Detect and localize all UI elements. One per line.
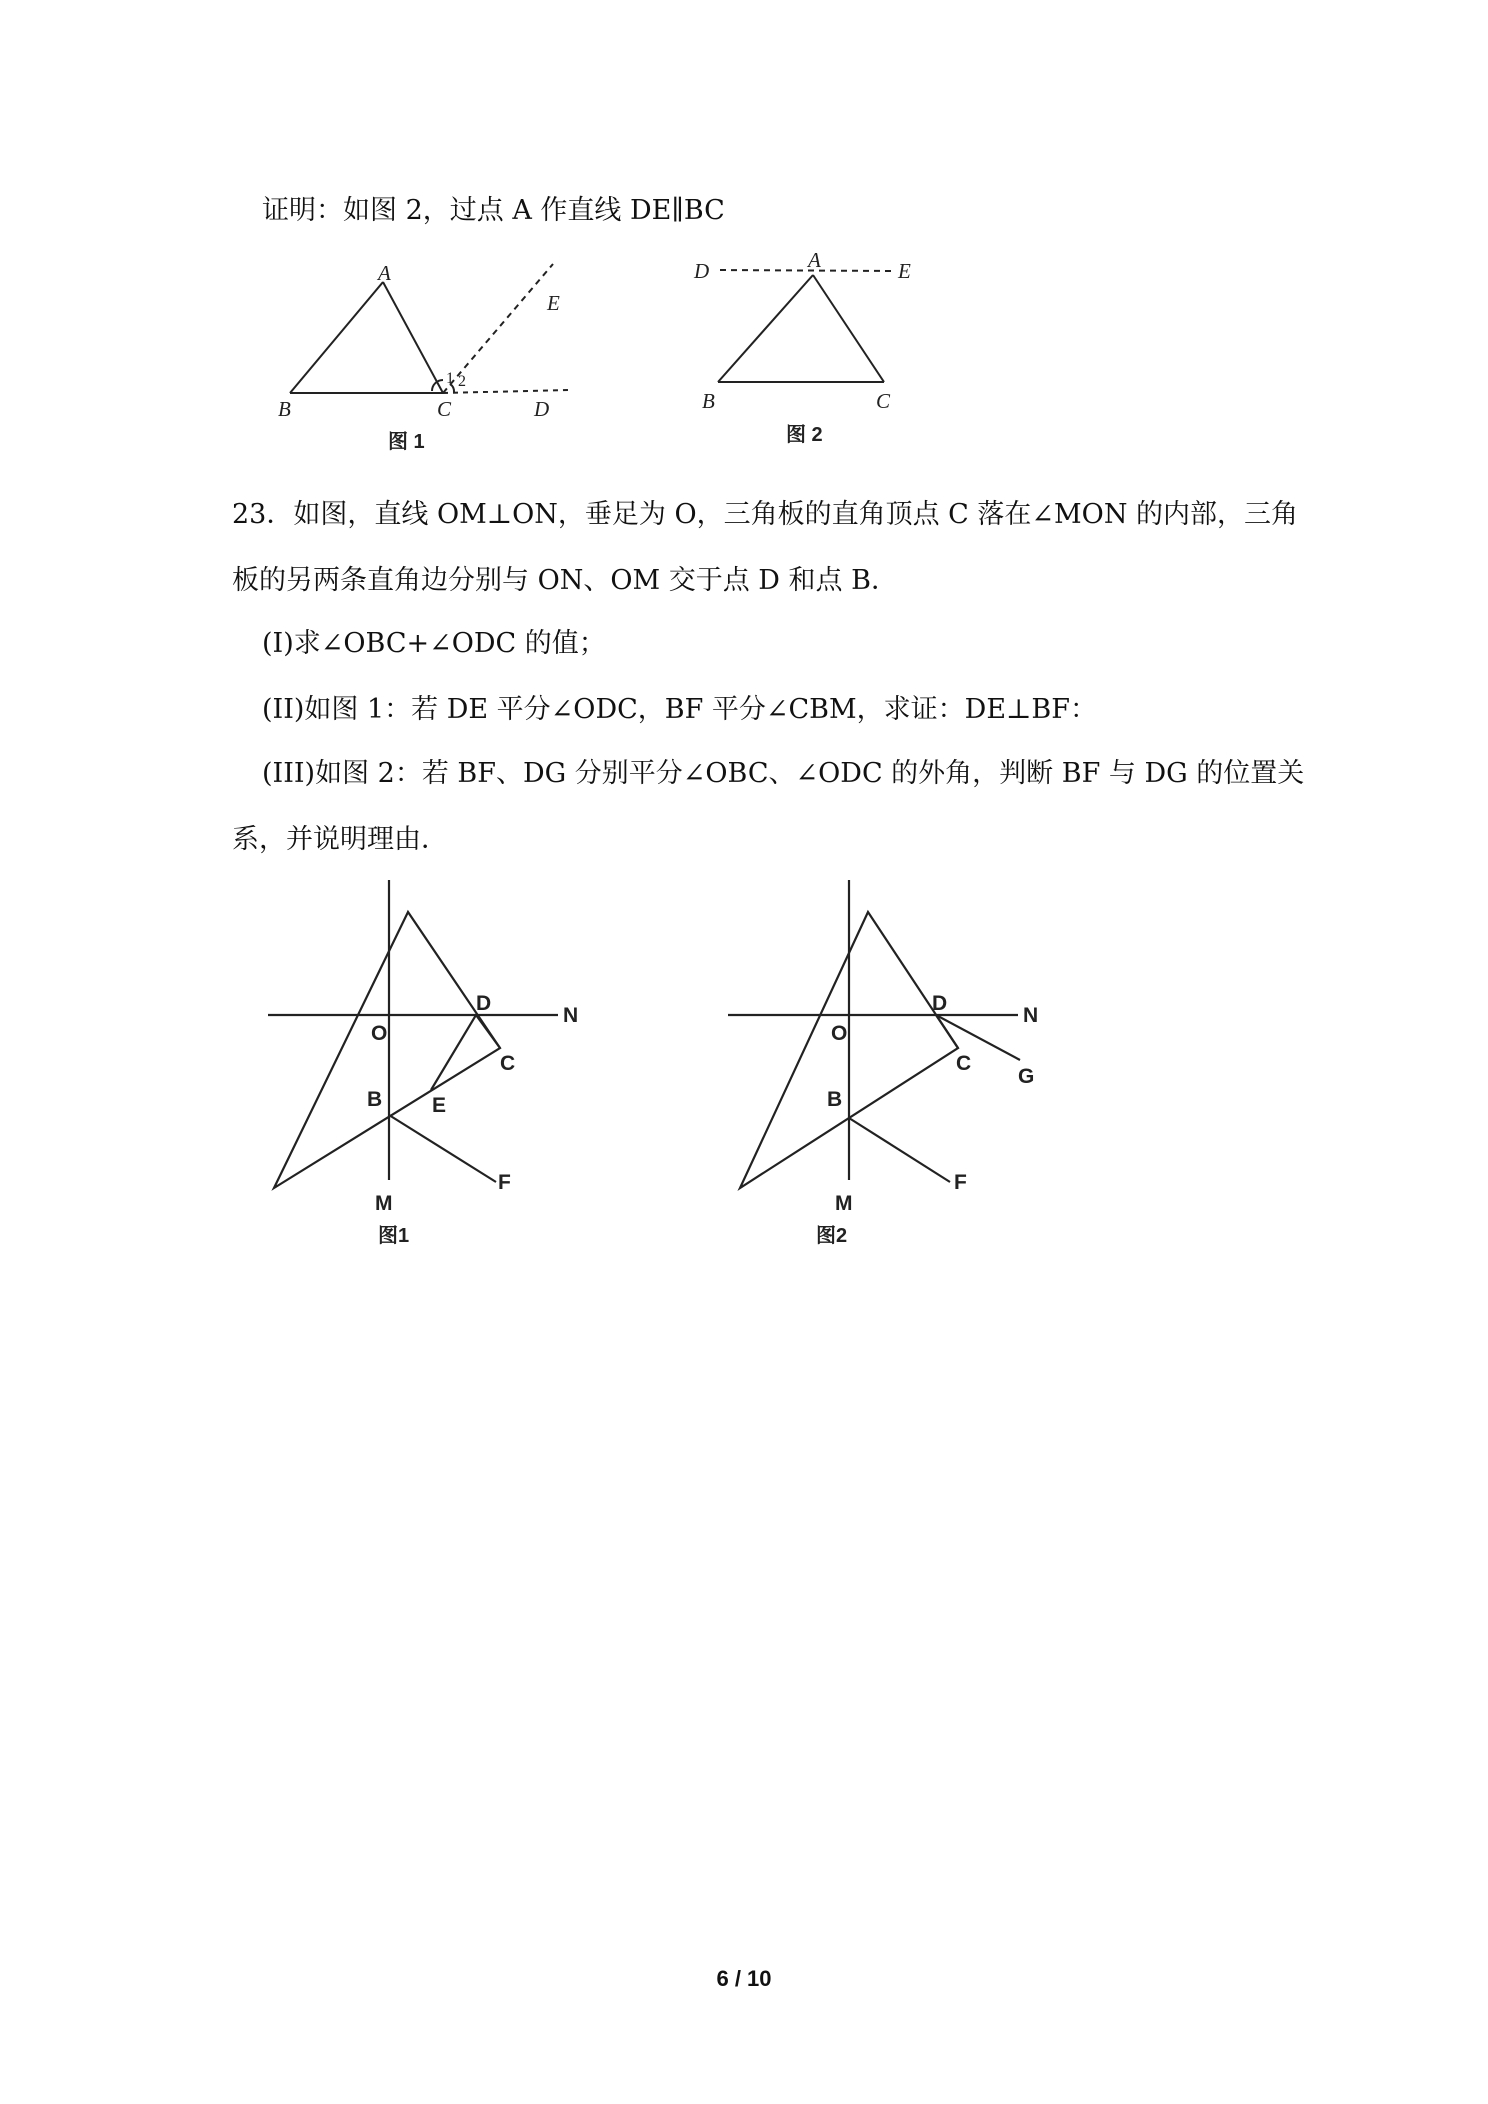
label-e: E <box>898 259 911 283</box>
segment-ac <box>813 275 884 382</box>
label-d: D <box>694 259 710 283</box>
label-e: E <box>547 291 560 315</box>
label-a: A <box>378 261 391 285</box>
problem-part-3a: (III)如图 2：若 BF、DG 分别平分∠OBC、∠ODC 的外角，判断 BF 与 DG 的位置关 <box>262 758 1305 789</box>
label-c: C <box>437 397 452 421</box>
label-d: D <box>476 992 492 1015</box>
label-c: C <box>876 389 891 413</box>
label-g: G <box>1018 1065 1035 1088</box>
caption-bottom-fig2: 图2 <box>816 1225 848 1247</box>
caption-top-fig2: 图 2 <box>786 424 823 446</box>
label-f: F <box>954 1171 967 1194</box>
segment-ac <box>383 282 443 393</box>
triangle <box>274 912 500 1188</box>
bisector-bf <box>389 1115 496 1182</box>
label-b: B <box>278 397 291 421</box>
problem-part-2: (II)如图 1：若 DE 平分∠ODC，BF 平分∠CBM，求证：DE⊥BF： <box>262 694 1097 725</box>
label-n: N <box>563 1004 579 1027</box>
label-b: B <box>367 1088 383 1111</box>
segment-ab <box>718 275 813 382</box>
label-d: D <box>534 397 550 421</box>
label-d: D <box>932 992 948 1015</box>
top-figure-1 <box>260 250 600 460</box>
segment-ab <box>290 282 383 393</box>
extension-cd <box>443 390 570 393</box>
segment-dc <box>476 1015 500 1048</box>
label-m: M <box>835 1192 853 1215</box>
page-number: 6 / 10 <box>716 1966 772 1991</box>
label-b: B <box>827 1088 843 1111</box>
problem-line-1: 23．如图，直线 OM⊥ON，垂足为 O，三角板的直角顶点 C 落在∠MON 的内部，三角 <box>232 499 1299 530</box>
proof-line: 证明：如图 2，过点 A 作直线 DE∥BC <box>262 195 725 226</box>
caption-bottom-fig1: 图1 <box>378 1225 410 1247</box>
label-b: B <box>702 389 715 413</box>
label-c: C <box>956 1052 972 1075</box>
label-e: E <box>432 1094 447 1117</box>
label-m: M <box>375 1192 393 1215</box>
label-o: O <box>371 1022 388 1045</box>
bottom-figure-2 <box>720 880 1060 1250</box>
label-n: N <box>1023 1004 1039 1027</box>
line-de <box>720 270 893 271</box>
label-angle-1: 1 <box>446 370 454 387</box>
problem-part-1: (I)求∠OBC+∠ODC 的值； <box>262 628 606 659</box>
label-c: C <box>500 1052 516 1075</box>
label-f: F <box>498 1171 511 1194</box>
label-o: O <box>831 1022 848 1045</box>
bisector-de <box>431 1015 476 1090</box>
top-figure-2 <box>680 245 930 455</box>
label-angle-2: 2 <box>458 373 466 390</box>
bottom-figure-1 <box>260 880 600 1250</box>
problem-part-3b: 系，并说明理由． <box>232 824 448 855</box>
bisector-bf <box>849 1118 950 1182</box>
label-a: A <box>808 248 821 272</box>
problem-line-2: 板的另两条直角边分别与 ON、OM 交于点 D 和点 B． <box>232 565 898 596</box>
caption-top-fig1: 图 1 <box>388 431 425 453</box>
